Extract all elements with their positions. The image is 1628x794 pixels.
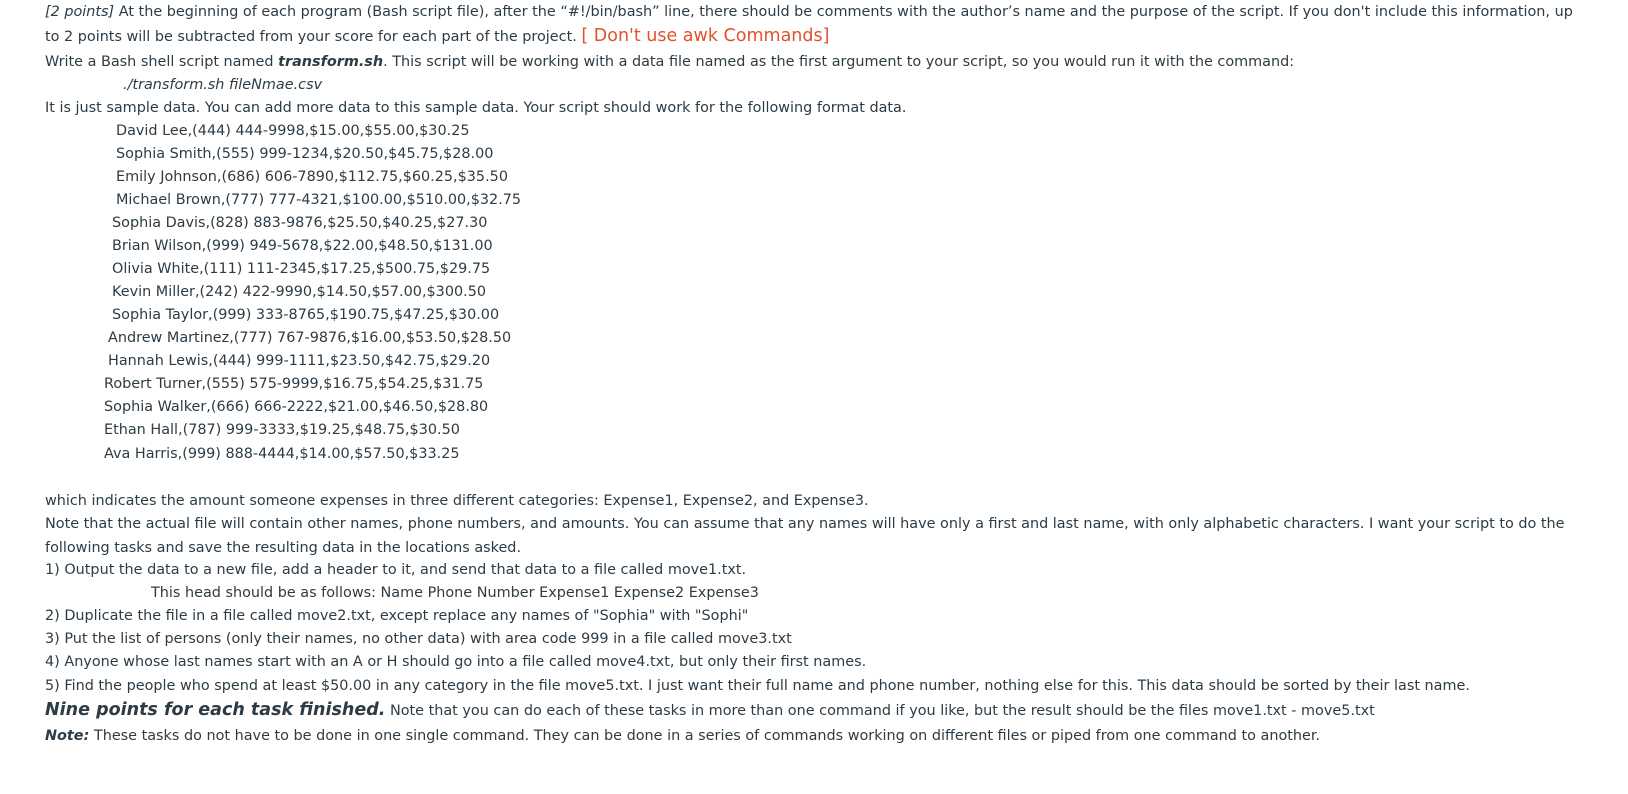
data-row: Sophia Davis,(828) 883-9876,$25.50,$40.25,$27.30 <box>112 215 488 231</box>
note-label: Note: <box>45 728 90 744</box>
data-row: Emily Johnson,(686) 606-7890,$112.75,$60.25,$35.50 <box>116 169 508 185</box>
data-row: Michael Brown,(777) 777-4321,$100.00,$510.00,$32.75 <box>116 192 522 208</box>
task-3: 3) Put the list of persons (only their names, no other data) with area code 999 in a file called move3.txt <box>45 631 792 647</box>
data-row: David Lee,(444) 444-9998,$15.00,$55.00,$30.25 <box>116 123 470 139</box>
data-row: Ava Harris,(999) 888-4444,$14.00,$57.50,$33.25 <box>104 446 460 462</box>
task-2: 2) Duplicate the file in a file called move2.txt, except replace any names of "Sophia" with "Sophi" <box>45 608 749 624</box>
nine-points-label: Nine points for each task finished. <box>45 700 386 720</box>
awk-warning: [ Don't use awk Commands] <box>581 25 830 46</box>
data-row: Brian Wilson,(999) 949-5678,$22.00,$48.50,$131.00 <box>112 238 493 254</box>
nine-points-rest: Note that you can do each of these tasks in more than one command if you like, but the result should be the files move1.txt - move5.txt <box>385 703 1375 719</box>
nine-points-line <box>45 699 1375 724</box>
data-row: Robert Turner,(555) 575-9999,$16.75,$54.25,$31.75 <box>104 376 484 392</box>
note-text: These tasks do not have to be done in one single command. They can be done in a series of commands working on different files or piped from one command to another. <box>89 728 1321 744</box>
run-command: ./transform.sh fileNmae.csv <box>123 77 323 93</box>
points-label: [2 points] <box>45 4 115 20</box>
intro-paragraph <box>45 1 1585 50</box>
intro-text: At the beginning of each program (Bash script file), after the “#!/bin/bash” line, there should be comments with the author’s name and the purpose of the script. If you don't include this information, up to 2 points will be subtracted from your score for each part of the project. <box>45 4 1573 45</box>
sample-note: It is just sample data. You can add more data to this sample data. Your script should work for the following format data. <box>45 100 907 116</box>
data-row: Sophia Smith,(555) 999-1234,$20.50,$45.75,$28.00 <box>116 146 494 162</box>
task-1: 1) Output the data to a new file, add a header to it, and send that data to a file called move1.txt. <box>45 562 747 578</box>
data-row: Ethan Hall,(787) 999-3333,$19.25,$48.75,$30.50 <box>104 422 460 438</box>
indicates-text: which indicates the amount someone expenses in three different categories: Expense1, Expense2, and Expense3. <box>45 493 869 509</box>
task-5: 5) Find the people who spend at least $50.00 in any category in the file move5.txt. I just want their full name and phone number, nothing else for this. This data should be sorted by their last name. <box>45 678 1470 694</box>
data-row: Sophia Walker,(666) 666-2222,$21.00,$46.50,$28.80 <box>104 399 489 415</box>
task-description <box>45 51 1294 75</box>
task-desc-prefix: Write a Bash shell script named <box>45 54 279 70</box>
note-paragraph: Note that the actual file will contain other names, phone numbers, and amounts. You can assume that any names will have only a first and last name, with only alphabetic characters. I want your script to do the following tasks and save the resulting data in the locations asked. <box>45 516 1565 556</box>
script-name: transform.sh <box>278 54 384 70</box>
task-4: 4) Anyone whose last names start with an A or H should go into a file called move4.txt, but only their first names. <box>45 654 867 670</box>
task-1-header: This head should be as follows: Name Phone Number Expense1 Expense2 Expense3 <box>151 585 759 601</box>
data-row: Kevin Miller,(242) 422-9990,$14.50,$57.00,$300.50 <box>112 284 487 300</box>
data-row: Sophia Taylor,(999) 333-8765,$190.75,$47.25,$30.00 <box>112 307 500 323</box>
data-row: Olivia White,(111) 111-2345,$17.25,$500.75,$29.75 <box>112 261 491 277</box>
data-row: Hannah Lewis,(444) 999-1111,$23.50,$42.75,$29.20 <box>108 353 491 369</box>
data-row: Andrew Martinez,(777) 767-9876,$16.00,$53.50,$28.50 <box>108 330 512 346</box>
task-desc-suffix: . This script will be working with a data file named as the first argument to your script, so you would run it with the command: <box>383 54 1295 70</box>
final-note <box>45 725 1320 749</box>
